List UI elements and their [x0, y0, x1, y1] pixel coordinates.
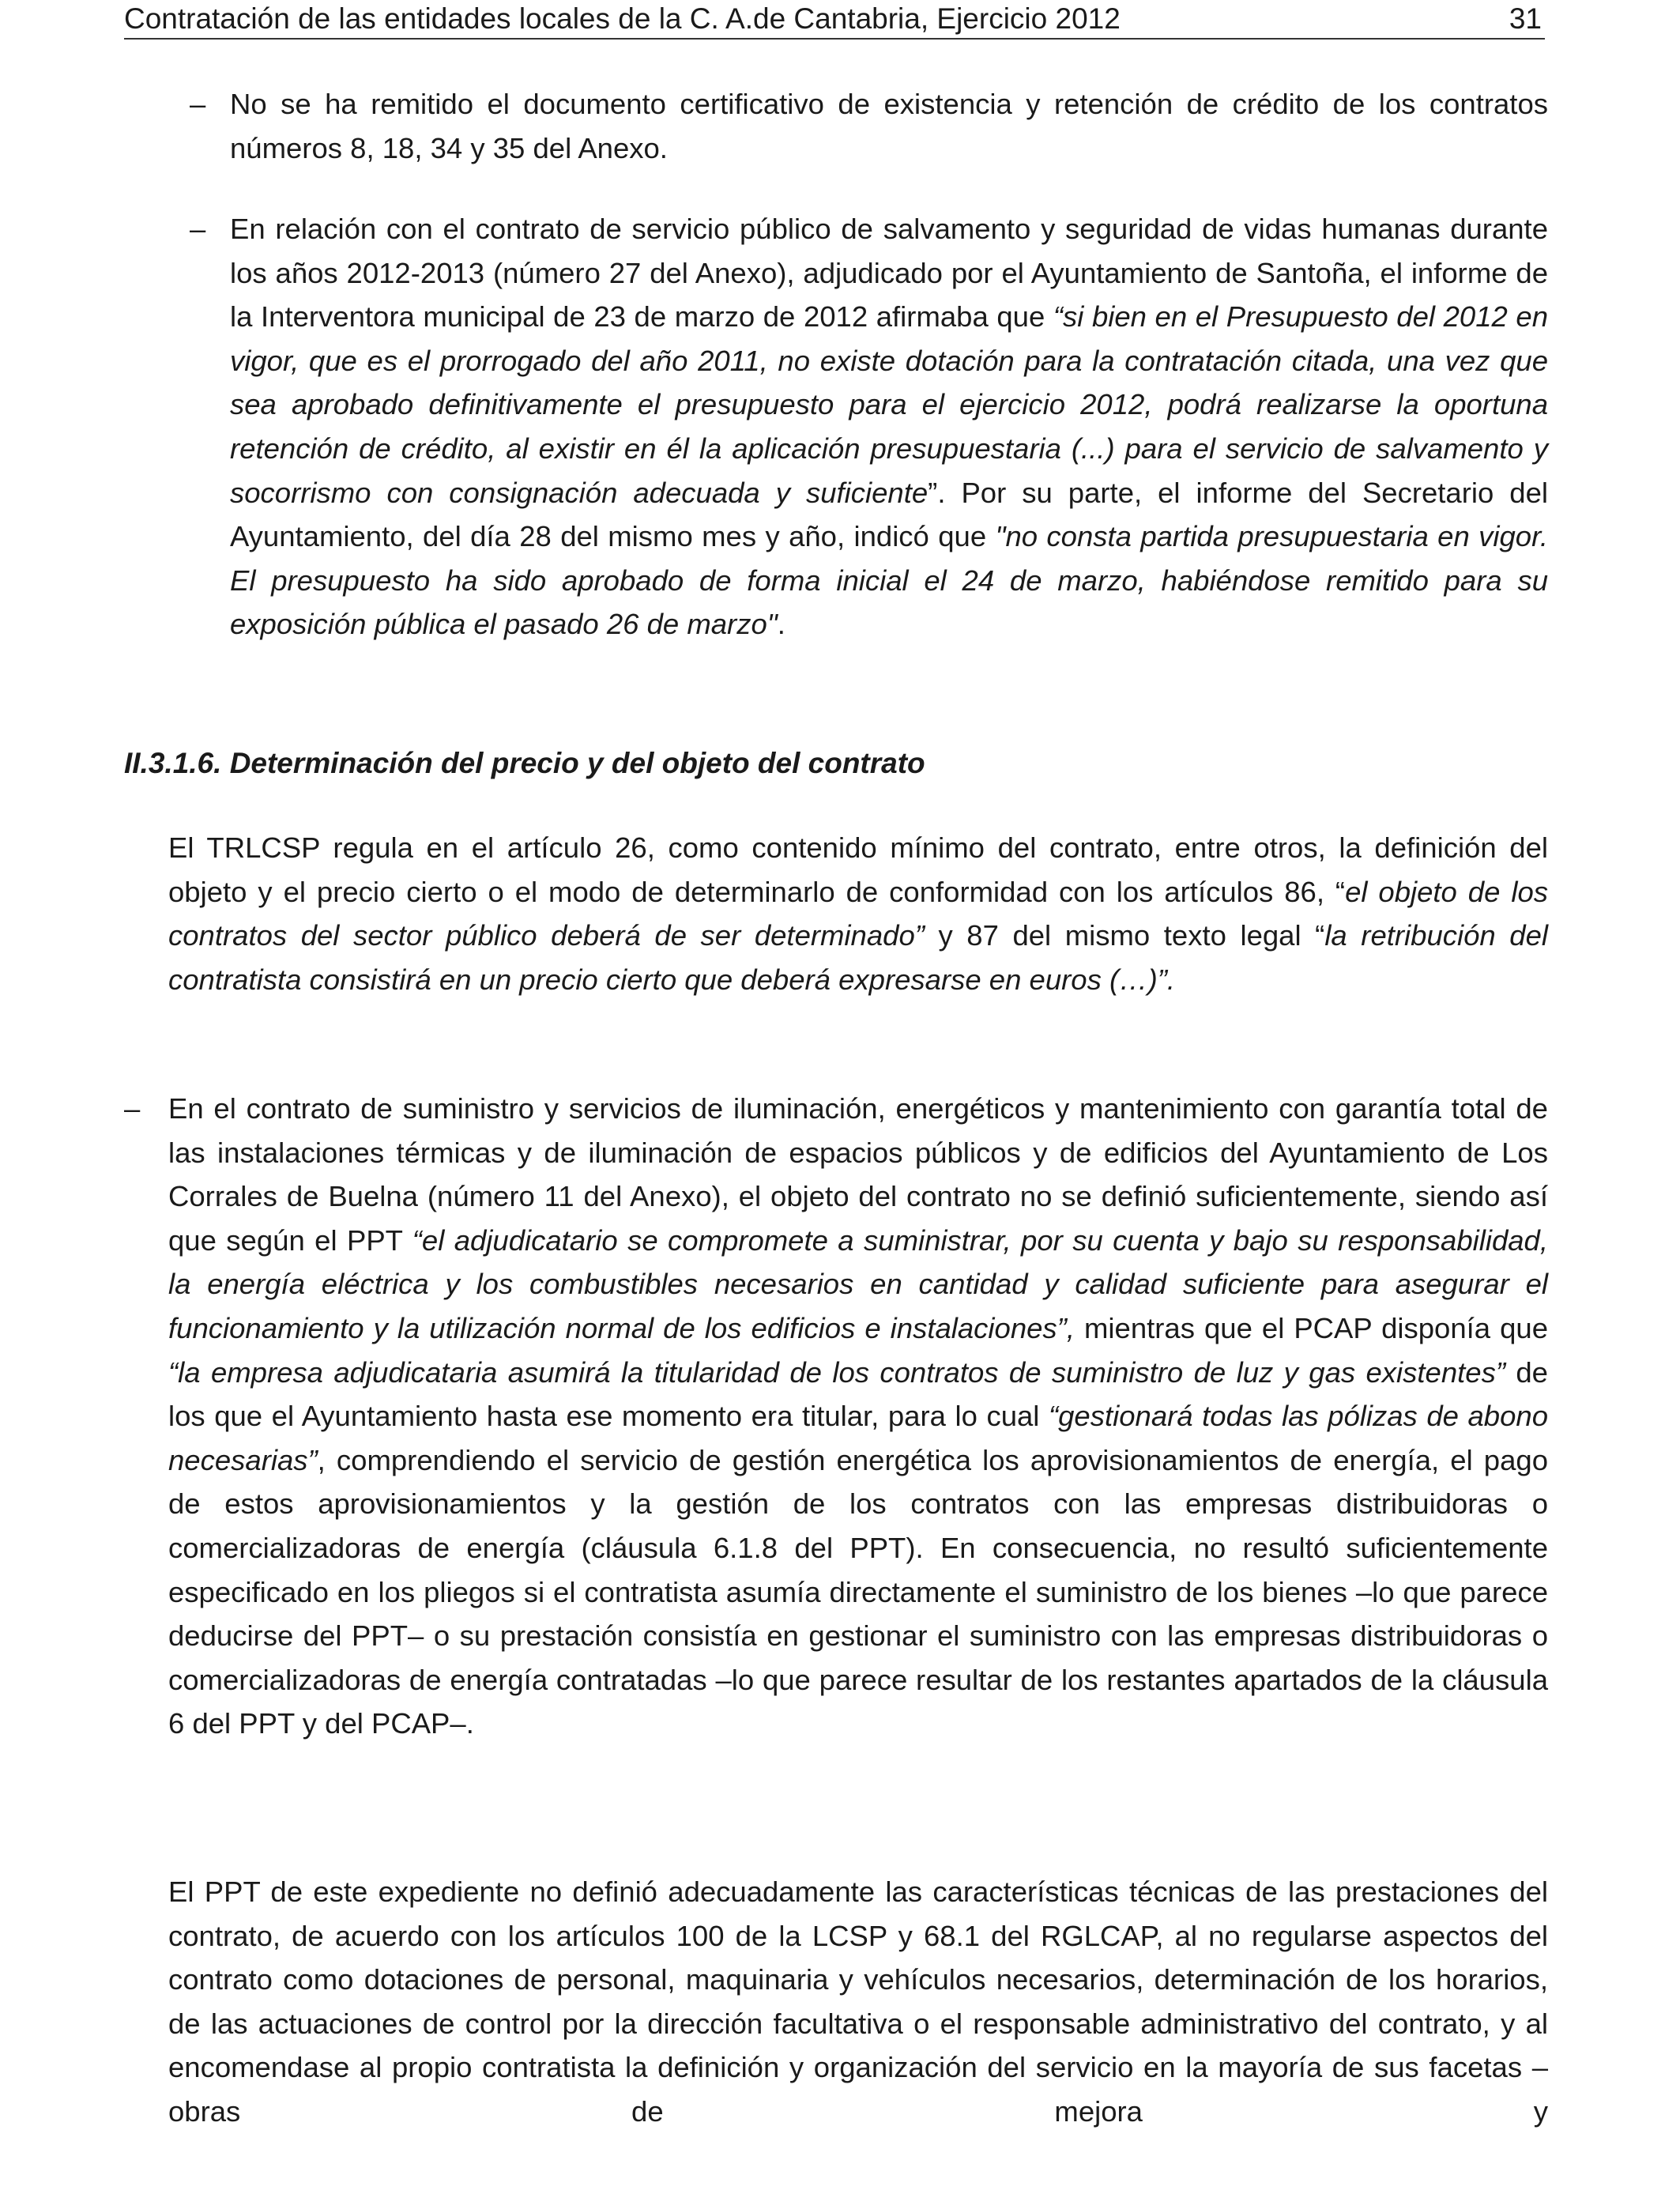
bullet-paragraph [168, 1087, 1548, 1746]
italic-quote: “la empresa adjudicataria asumirá la titularidad de los contratos de suministro de luz y gas existentes” [168, 1355, 1505, 1389]
paragraph-text [168, 826, 1548, 1001]
italic-quote: “el adjudicatario se compromete a suministrar, por su cuenta y bajo su responsabilidad, la energía eléctrica y los combustibles necesarios en cantidad y calidad suficiente para asegurar el funcionamiento y la utilización normal de los edificios e instalaciones”, [168, 1223, 1549, 1344]
text-run: En el contrato de suministro y servicios de iluminación, energéticos y mantenimiento con garantía total de las instalaciones térmicas y de iluminación de espacios públicos y de edificios del Ayuntamiento de Los Corrales de Buelna (número 11 del Anexo), el objeto del contrato no se definió suficientemente, siendo así que según el PPT [168, 1092, 1548, 1257]
bullet-text: No se ha remitido el documento certificativo de existencia y retención de crédito de los contratos números 8, 18, 34 y 35 del Anexo. [230, 88, 1548, 164]
bullet-dash: – [190, 88, 206, 120]
bullet-item-los-corrales [168, 1087, 1548, 1746]
italic-quote: “si bien en el Presupuesto del 2012 en vigor, que es el prorrogado del año 2011, no existe dotación para la contratación citada, una vez que sea aprobado definitivamente el presupuesto para el ejercicio 2012, podrá realizarse la oportuna retención de crédito, al existir en él la aplicación presupuestaria (...) para el servicio de salvamento y socorrismo con consignación adecuada y suficiente [230, 300, 1548, 509]
text-run: mientras que el PCAP disponía que [1074, 1311, 1549, 1344]
paragraph-trlcsp [168, 826, 1548, 1001]
section-heading: II.3.1.6. Determinación del precio y del objeto del contrato [124, 747, 925, 779]
text-run: ”. Por su parte, el informe del Secretario del Ayuntamiento, del día 28 del mismo mes y año, indicó que [230, 476, 1549, 553]
text-run: y 87 del mismo texto legal “ [924, 919, 1325, 952]
bullet-dash: – [190, 213, 206, 245]
paragraph-ppt [168, 1870, 1548, 2134]
page-header [124, 0, 1545, 40]
bullet-item-certificado [230, 82, 1548, 170]
text-run: , comprendiendo el servicio de gestión energética los aprovisionamientos de energía, el pago de estos aprovisionamientos y la gestión de los contratos con las empresas distribuidoras o comercializadoras de energía (cláusula 6.1.8 del PPT). En consecuencia, no resultó suficientemente especificado en los pliegos si el contratista asumía directamente el suministro de los bienes –lo que parece deducirse del PPT– o su prestación consistía en gestionar el suministro con las empresas distribuidoras o comercializadoras de energía contratadas –lo que parece resultar de los restantes apartados de la cláusula 6 del PPT y del PCAP–. [168, 1443, 1548, 1740]
italic-quote: “gestionará todas las pólizas de abono necesarias” [168, 1400, 1549, 1476]
text-run: El TRLCSP regula en el artículo 26, como contenido mínimo del contrato, entre otros, la definición del objeto y el precio cierto o el modo de determinarlo de conformidad con los artículos 86, “ [168, 831, 1548, 908]
paragraph-text: El PPT de este expediente no definió adecuadamente las características técnicas de las prestaciones del contrato, de acuerdo con los artículos 100 de la LCSP y 68.1 del RGLCAP, al no regularse aspectos del contrato como dotaciones de personal, maquinaria y vehículos necesarios, determinación de los horarios, de las actuaciones de control por la dirección facultativa o el responsable administrativo del contrato, y al encomendase al propio contratista la definición y organización del servicio en la mayoría de sus facetas –obras de mejora y [168, 1875, 1548, 2128]
text-run: de los que el Ayuntamiento hasta ese momento era titular, para lo cual [168, 1355, 1548, 1433]
bullet-item-santona [230, 207, 1548, 647]
bullet-paragraph [230, 207, 1548, 647]
text-run: En relación con el contrato de servicio público de salvamento y seguridad de vidas humanas durante los años 2012-2013 (número 27 del Anexo), adjudicado por el Ayuntamiento de Santoña, el informe de la Interventora municipal de 23 de marzo de 2012 afirmaba que [230, 213, 1548, 334]
italic-quote: el objeto de los contratos del sector público deberá de ser determinado” [168, 875, 1548, 952]
header-title: Contratación de las entidades locales de la C. A.de Cantabria, Ejercicio 2012 [124, 2, 1121, 35]
page-number: 31 [1509, 2, 1542, 35]
bullet-dash: – [124, 1092, 141, 1125]
text-run: . [777, 608, 785, 641]
italic-quote: la retribución del contratista consistirá en un precio cierto que deberá expresarse en euros (…)”. [168, 919, 1548, 996]
italic-quote: "no consta partida presupuestaria en vigor. El presupuesto ha sido aprobado de forma inicial el 24 de marzo, habiéndose remitido para su exposición pública el pasado 26 de marzo" [230, 520, 1549, 641]
